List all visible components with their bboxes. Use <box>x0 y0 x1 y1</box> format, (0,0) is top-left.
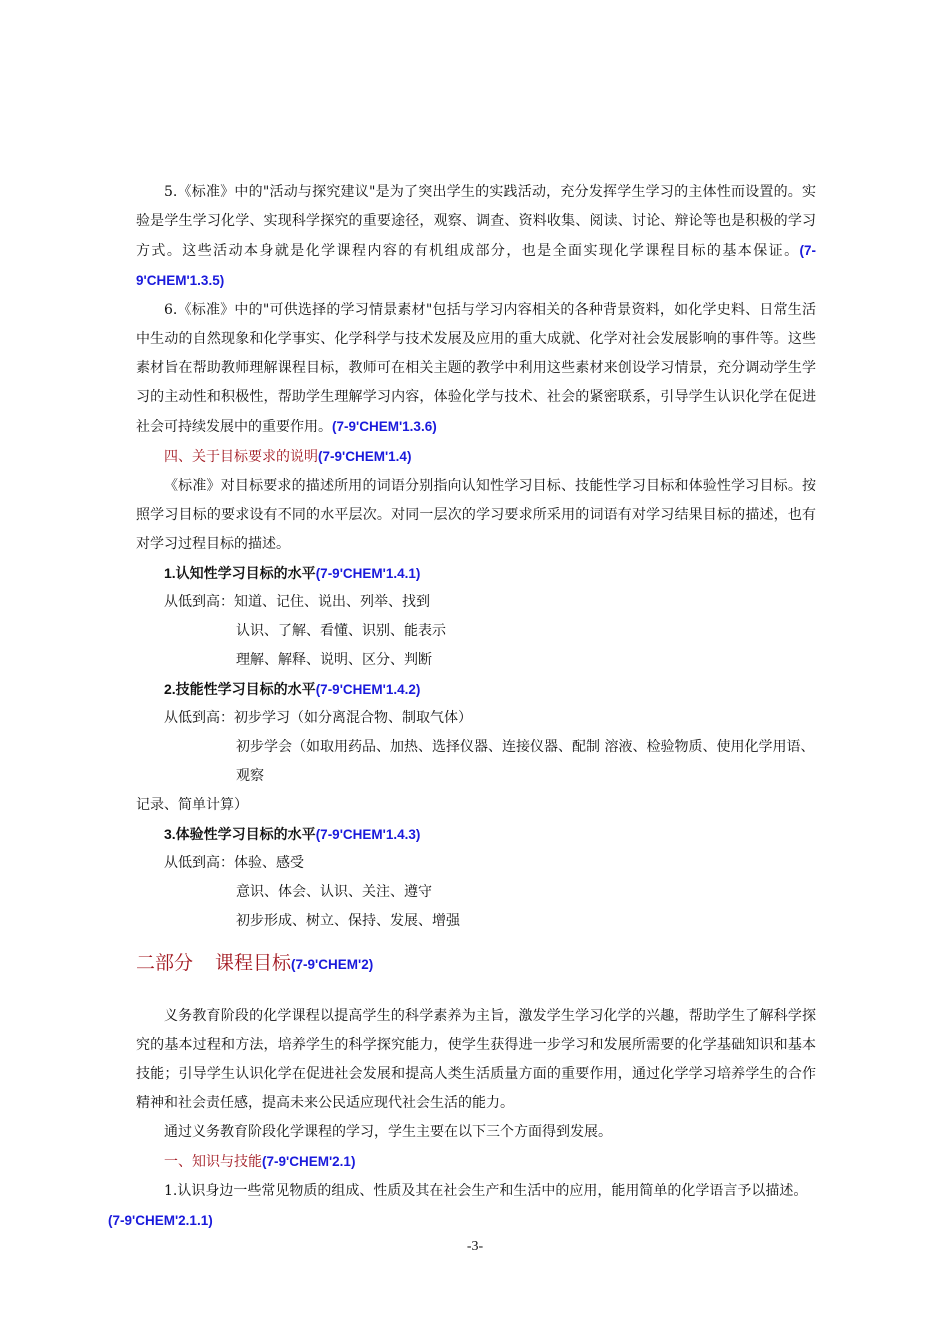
paragraph-5: 5.《标准》中的"活动与探究建议"是为了突出学生的实践活动，充分发挥学生学习的主体性而设置的。实验是学生学习化学、实现科学探究的重要途径，观察、调查、资料收集、阅读、讨论、辩论等也是积极的学习方式。这些活动本身就是化学课程内容的有机组成部分，也是全面实现化学课程目标的基本保证。(7-9'CHEM'1.3.5) <box>136 184 816 288</box>
section-code: (7-9'CHEM'1.4.2) <box>315 682 421 697</box>
level-heading-3: 3.体验性学习目标的水平(7-9'CHEM'1.4.3) <box>164 826 421 842</box>
knowledge-item-1: 1.认识身边一些常见物质的组成、性质及其在社会生产和生活中的应用，能用简单的化学语言予以描述。 (7-9'CHEM'2.1.1) <box>108 1183 808 1228</box>
part-title: 二部分 课程目标(7-9'CHEM'2) <box>136 952 374 974</box>
section-heading-4: 四、关于目标要求的说明(7-9'CHEM'1.4) <box>164 449 412 465</box>
level-line: 从低到高：知道、记住、说出、列举、找到 <box>164 594 430 610</box>
paragraph-6: 6.《标准》中的"可供选择的学习情景素材"包括与学习内容相关的各种背景资料，如化学史料、日常生活中生动的自然现象和化学事实、化学科学与技术发展及应用的重大成就、化学对社会发展影响的事件等。这些素材旨在帮助教师理解课程目标，教师可在相关主题的教学中利用这些素材来创设学习情景，充分调动学生学习的主动性和积极性，帮助学生理解学习内容，体验化学与技术、社会的紧密联系，引导学生认识化学在促进社会可持续发展中的重要作用。(7-9'CHEM'1.3.6) <box>136 302 816 435</box>
level-line: 从低到高：初步学习（如分离混合物、制取气体） <box>164 710 472 726</box>
section-code: (7-9'CHEM'2.1) <box>262 1154 356 1169</box>
part2-paragraph-1: 义务教育阶段的化学课程以提高学生的科学素养为主旨，激发学生学习化学的兴趣，帮助学生了解科学探究的基本过程和方法，培养学生的科学探究能力，使学生获得进一步学习和发展所需要的化学基础知识和基本技能；引导学生认识化学在促进社会发展和提高人类生活质量方面的重要作用，通过化学学习培养学生的合作精神和社会责任感，提高未来公民适应现代社会生活的能力。 <box>136 1008 816 1111</box>
level-line: 意识、体会、认识、关注、遵守 <box>236 884 432 900</box>
section-code: (7-9'CHEM'2.1.1) <box>108 1213 213 1228</box>
document-page <box>108 178 816 1236</box>
part2-paragraph-2: 通过义务教育阶段化学课程的学习，学生主要在以下三个方面得到发展。 <box>164 1124 612 1140</box>
level-line: 从低到高：体验、感受 <box>164 855 304 871</box>
level-line: 记录、简单计算） <box>136 797 248 813</box>
section-code: (7-9'CHEM'1.3.6) <box>332 419 437 434</box>
section-code: (7-9'CHEM'1.4) <box>318 449 412 464</box>
level-line: 初步形成、树立、保持、发展、增强 <box>236 913 460 929</box>
level-heading-2: 2.技能性学习目标的水平(7-9'CHEM'1.4.2) <box>164 681 421 697</box>
section-code: (7-9'CHEM'1.3.5) <box>136 243 816 288</box>
level-line: 理解、解释、说明、区分、判断 <box>236 652 432 668</box>
level-line: 认识、了解、看懂、识别、能表示 <box>236 623 446 639</box>
section-code: (7-9'CHEM'1.4.3) <box>315 827 421 842</box>
subsection-heading: 一、知识与技能(7-9'CHEM'2.1) <box>164 1154 356 1170</box>
page-number: -3- <box>466 1239 484 1254</box>
section-4-intro: 《标准》对目标要求的描述所用的词语分别指向认知性学习目标、技能性学习目标和体验性学习目标。按照学习目标的要求设有不同的水平层次。对同一层次的学习要求所采用的词语有对学习结果目标的描述，也有对学习过程目标的描述。 <box>136 478 816 552</box>
section-code: (7-9'CHEM'2) <box>291 957 374 972</box>
level-heading-1: 1.认知性学习目标的水平(7-9'CHEM'1.4.1) <box>164 565 421 581</box>
level-line: 初步学会（如取用药品、加热、选择仪器、连接仪器、配制 溶液、检验物质、使用化学用语、观察 <box>236 739 815 784</box>
section-code: (7-9'CHEM'1.4.1) <box>315 566 421 581</box>
